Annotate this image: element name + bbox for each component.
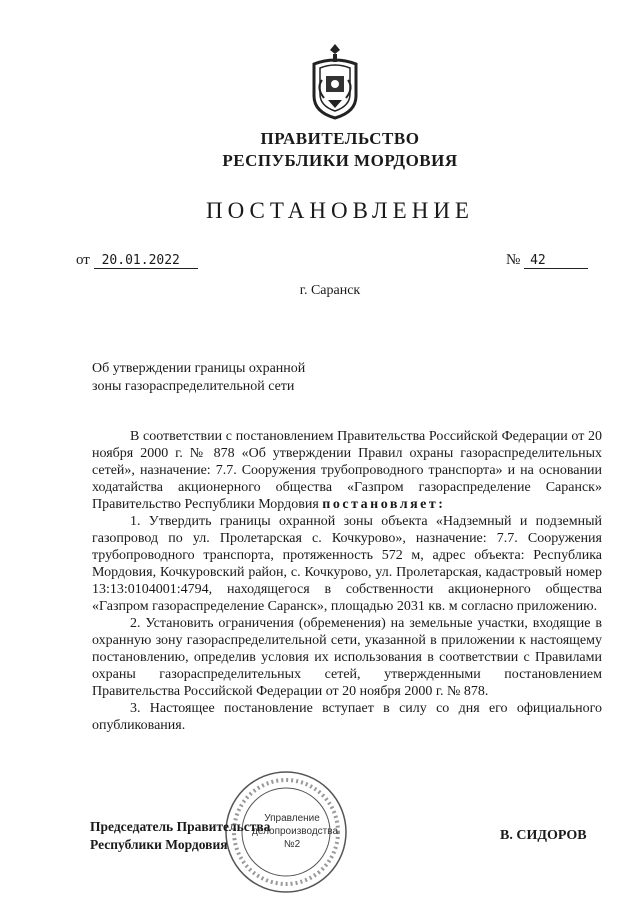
date-field: [76, 252, 198, 269]
date-value: 20.01.2022: [94, 253, 198, 269]
signatory-position: [90, 818, 270, 854]
document-type-title: ПОСТАНОВЛЕНИЕ: [206, 198, 474, 223]
coat-of-arms-icon: [302, 40, 368, 122]
number-field: [506, 252, 588, 269]
document-body: [92, 428, 602, 734]
preamble-paragraph: [92, 428, 602, 513]
stamp-line1: Управление: [264, 813, 320, 824]
stamp-line2: делопроизводства: [252, 826, 339, 837]
government-name-line1: ПРАВИТЕЛЬСТВО: [260, 129, 420, 148]
number-value: 42: [524, 253, 588, 269]
signatory-name: В. СИДОРОВ: [500, 828, 587, 843]
subject-line2: зоны газораспределительной сети: [92, 379, 295, 394]
preamble-text: В соответствии с постановлением Правительства Российской Федерации от 20 ноября 2000 г. № 878 «Об утверждении Правил охраны газораспределительных сетей», назначение: 7.7. Сооружения трубопроводного транспорта» и на основании ходатайства акционерного общества «Газпром газораспределение Саранск» Правительство Республики Мордовия: [92, 429, 602, 512]
document-subject: [92, 360, 352, 396]
stamp-line3: №2: [283, 839, 301, 850]
item-3: 3. Настоящее постановление вступает в силу со дня его официального опубликования.: [92, 701, 602, 733]
number-prefix: №: [506, 252, 521, 268]
city: г. Саранск: [299, 283, 361, 298]
position-line1: Председатель Правительства: [90, 819, 271, 834]
government-name-line2: РЕСПУБЛИКИ МОРДОВИЯ: [222, 151, 458, 170]
subject-line1: Об утверждении границы охранной: [92, 361, 306, 376]
item-2: 2. Установить ограничения (обременения) на земельные участки, входящие в охранную зону газораспределительной сети, указанной в приложении к настоящему постановлению, определив условия их использования в соответствии с Правилами охраны газораспределительных сетей, утвержденными постановлением Правительства Российской Федерации от 20 ноября 2000 г. № 878.: [92, 616, 602, 699]
position-line2: Республики Мордовия: [90, 837, 228, 852]
resolves-word: постановляет:: [322, 497, 446, 512]
date-prefix: от: [76, 252, 90, 268]
item-1: 1. Утвердить границы охранной зоны объекта «Надземный и подземный газопровод по ул. Пролетарская с. Кочкурово», назначение: 7.7. Сооружения трубопроводного транспорта, протяженность 572 м, адрес объекта: Республика Мордовия, Кочкуровский район, с. Кочкурово, ул. Пролетарская, кадастровый номер 13:13:0104001:4794, находящегося в собственности акционерного общества «Газпром газораспределение Саранск», площадью 2031 кв. м согласно приложению.: [92, 514, 602, 614]
